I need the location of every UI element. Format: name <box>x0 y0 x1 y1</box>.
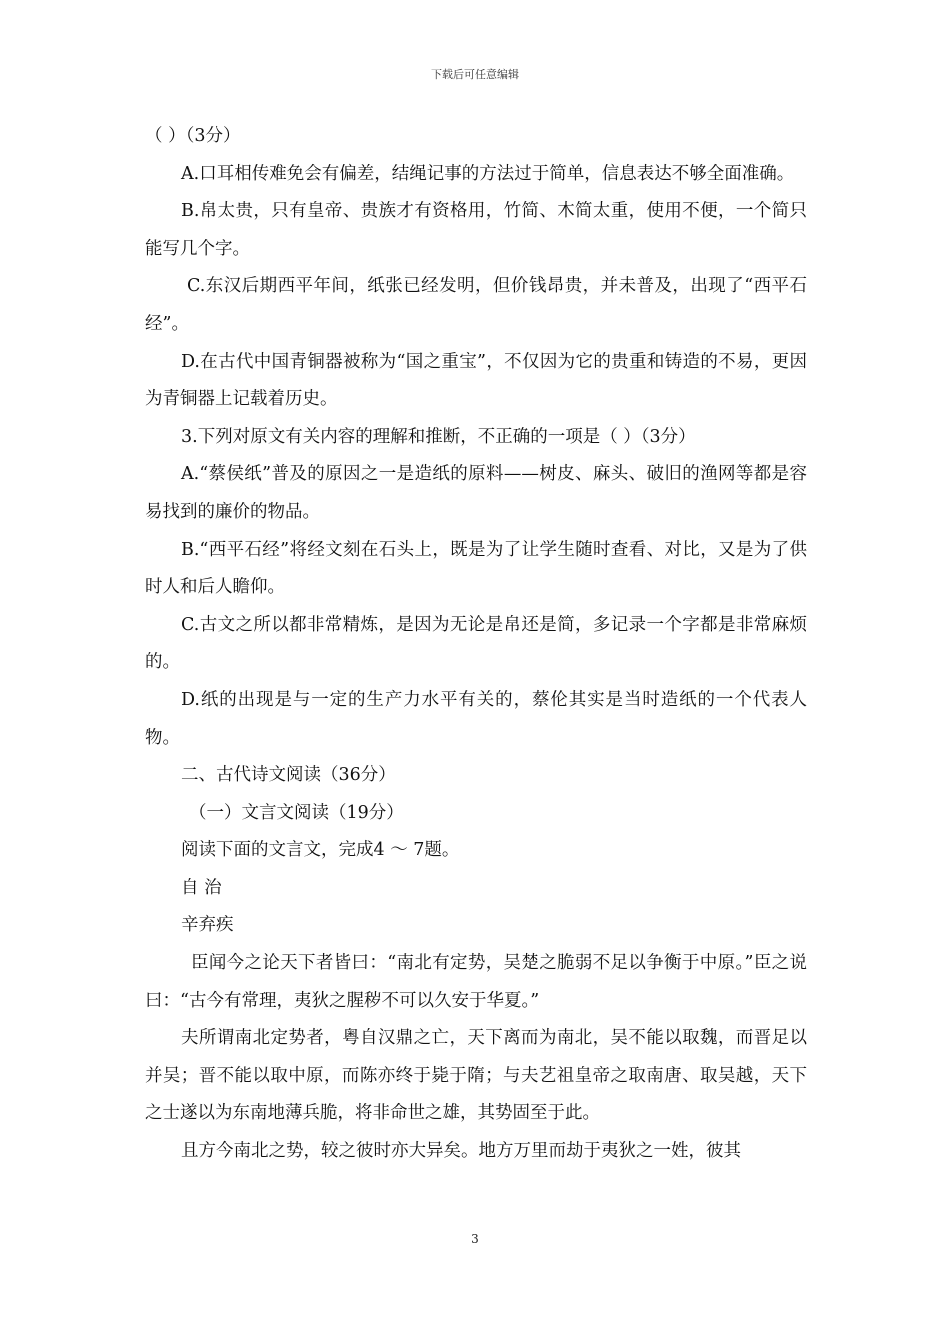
passage-paragraph: 夫所谓南北定势者，粤自汉鼎之亡，天下离而为南北，吴不能以取魏，而晋足以并吴；晋不能以取中原，而陈亦终于毙于隋；与夫艺祖皇帝之取南唐、取吴越，天下之士遂以为东南地薄兵脆，将非命世之雄，其势固至于此。 <box>145 1028 807 1124</box>
section-heading: 二、古代诗文阅读（36分） <box>181 765 396 786</box>
option-2c: C.东汉后期西平年间，纸张已经发明，但价钱昂贵，并未普及，出现了“西平石经”。 <box>145 276 807 334</box>
option-3a: A.“蔡侯纸”普及的原因之一是造纸的原料——树皮、麻头、破旧的渔网等都是容易找到的廉价的物品。 <box>145 464 807 522</box>
document-body <box>145 118 807 1171</box>
passage-paragraph: 且方今南北之势，较之彼时亦大异矣。地方万里而劫于夷狄之一姓，彼其 <box>181 1141 741 1162</box>
option-3c: C.古文之所以都非常精炼，是因为无论是帛还是简，多记录一个字都是非常麻烦的。 <box>145 614 807 673</box>
question-3: 3.下列对原文有关内容的理解和推断，不正确的一项是（ ）（3分） <box>181 426 696 447</box>
option-3b: B.“西平石经”将经文刻在石头上，既是为了让学生随时查看、对比，又是为了供时人和后人瞻仰。 <box>145 539 807 598</box>
option-2d: D.在古代中国青铜器被称为“国之重宝”，不仅因为它的贵重和铸造的不易，更因为青铜器上记载着历史。 <box>145 351 807 410</box>
option-2a: A.口耳相传难免会有偏差，结绳记事的方法过于简单，信息表达不够全面准确。 <box>181 163 795 184</box>
page-header: 下载后可任意编辑 <box>431 68 519 81</box>
passage-author: 辛弃疾 <box>181 915 234 936</box>
option-2b: B.帛太贵，只有皇帝、贵族才有资格用，竹简、木简太重，使用不便，一个简只能写几个字。 <box>145 201 807 259</box>
question-2-score: （ ）（3分） <box>145 126 241 146</box>
passage-paragraph: 臣闻今之论天下者皆曰：“南北有定势，吴楚之脆弱不足以争衡于中原。”臣之说曰：“古今有常理，夷狄之腥秽不可以久安于华夏。” <box>145 953 807 1011</box>
subsection-heading: （一）文言文阅读（19分） <box>189 802 404 823</box>
passage-title: 自 治 <box>181 877 222 898</box>
option-3d: D.纸的出现是与一定的生产力水平有关的，蔡伦其实是当时造纸的一个代表人物。 <box>145 689 807 748</box>
reading-instruction: 阅读下面的文言文，完成4 ～ 7题。 <box>181 840 460 861</box>
page-number: 3 <box>471 1232 479 1246</box>
